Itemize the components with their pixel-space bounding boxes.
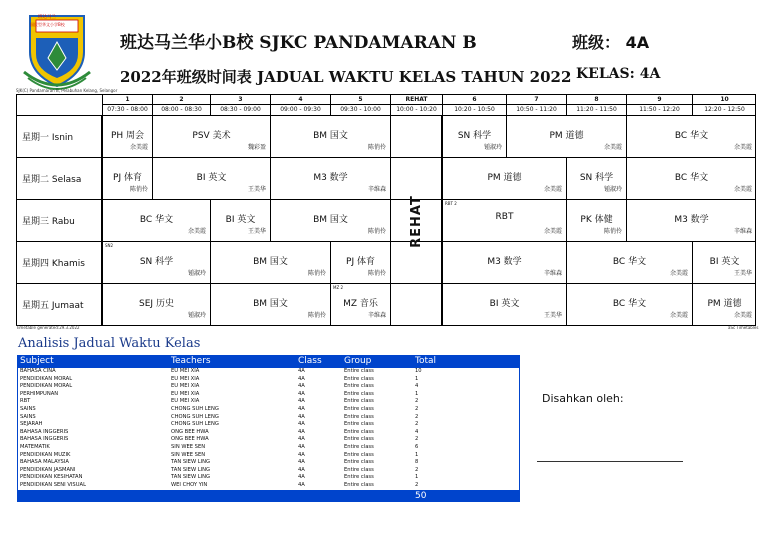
analysis-cell: 4A	[298, 421, 305, 428]
analysis-cell: RBT	[20, 398, 31, 405]
analysis-cell: BAHASA INGGERIS	[20, 436, 69, 443]
analysis-row	[17, 398, 520, 406]
lesson-teacher: 魏彩盈	[247, 144, 266, 151]
lesson-teacher: 辛维森	[367, 186, 386, 193]
school-caption: SJK(C) Pandamaran B, Pelabuhan Kelang, Selangor	[16, 88, 118, 93]
lesson-cell[interactable]	[566, 200, 626, 241]
analysis-cell: TAN SIEW LING	[171, 474, 211, 481]
analysis-cell: 4	[415, 428, 419, 435]
analysis-cell: TAN SIEW LING	[171, 466, 211, 473]
analysis-cell: 4A	[298, 466, 305, 473]
day-label: 星期一 Isnin	[16, 116, 102, 157]
analysis-header	[17, 355, 520, 368]
day-label: 星期四 Khamis	[16, 242, 102, 283]
lesson-teacher: 陈俏伶	[367, 144, 386, 151]
lesson-cell[interactable]	[270, 200, 390, 241]
lesson-cell[interactable]	[566, 284, 692, 325]
period-time: 08:00 - 08:30	[153, 104, 210, 115]
lesson-cell[interactable]	[626, 158, 756, 199]
analysis-cell: Entire class	[344, 459, 374, 466]
analysis-cell: 4A	[298, 390, 305, 397]
lesson-cell[interactable]	[330, 284, 390, 325]
analysis-cell: ONG BEE HWA	[171, 436, 209, 443]
lesson-tag: RBT 2	[445, 201, 457, 206]
analysis-cell: 2	[415, 481, 419, 488]
lesson-subject: BI 英文	[196, 173, 227, 183]
analysis-cell: Entire class	[344, 375, 374, 382]
lesson-cell[interactable]	[102, 242, 210, 283]
lesson-cell[interactable]	[626, 200, 756, 241]
lesson-teacher: 余美霞	[733, 186, 752, 193]
analysis-cell: BAHASA CINA	[20, 368, 56, 374]
analysis-cell: Entire class	[344, 383, 374, 390]
analysis-cell: Entire class	[344, 436, 374, 443]
period-number: REHAT	[405, 96, 428, 103]
rehat-label: REHAT	[408, 194, 424, 248]
analysis-cell: SAINS	[20, 413, 36, 420]
analysis-cell: Entire class	[344, 474, 374, 481]
period-time: 10:00 - 10:20	[391, 104, 442, 115]
analysis-column-header: Subject	[20, 356, 54, 366]
lesson-cell[interactable]	[330, 242, 390, 283]
analysis-cell: Entire class	[344, 413, 374, 420]
analysis-row	[17, 421, 520, 429]
analysis-cell: PERHIMPUNAN	[20, 390, 59, 397]
lesson-cell[interactable]	[566, 242, 692, 283]
lesson-teacher: 余美霞	[543, 186, 562, 193]
lesson-subject: BI 英文	[709, 257, 740, 267]
lesson-cell[interactable]	[442, 200, 566, 241]
period-header	[506, 95, 566, 116]
analysis-row	[17, 459, 520, 467]
lesson-teacher: 锺淑玲	[187, 270, 206, 277]
period-header	[692, 95, 756, 116]
analysis-cell: EU MEI XIA	[171, 375, 200, 382]
period-number: 2	[179, 96, 184, 103]
lesson-cell[interactable]	[102, 158, 152, 199]
lesson-subject: BC 华文	[612, 299, 647, 309]
lesson-teacher: 辛维森	[733, 228, 752, 235]
period-time: 09:30 - 10:00	[331, 104, 390, 115]
analysis-row	[17, 436, 520, 444]
analysis-cell: 1	[415, 451, 419, 458]
lesson-subject: BC 华文	[674, 131, 709, 141]
lesson-cell[interactable]	[442, 284, 566, 325]
period-time: 11:50 - 12:20	[627, 104, 692, 115]
day-label: 星期二 Selasa	[16, 158, 102, 199]
analysis-cell: 1	[415, 390, 419, 397]
analysis-column-header: Group	[344, 356, 372, 366]
analysis-cell: 4A	[298, 398, 305, 405]
period-number: 10	[720, 96, 729, 103]
lesson-cell[interactable]	[566, 158, 626, 199]
lesson-teacher: 余美霞	[669, 270, 688, 277]
analysis-cell: 1	[415, 474, 419, 481]
signature-line	[537, 461, 683, 462]
lesson-subject: SEJ 历史	[139, 299, 174, 309]
analysis-cell: 4A	[298, 436, 305, 443]
lesson-subject: M3 数学	[674, 215, 709, 225]
analysis-row	[17, 383, 520, 391]
lesson-cell[interactable]	[270, 158, 390, 199]
period-number: 9	[657, 96, 662, 103]
generated-caption: Timetable generated:29.3.2022	[16, 325, 80, 330]
analysis-cell: SAINS	[20, 405, 36, 412]
period-number: 8	[594, 96, 599, 103]
analysis-cell: SIN WEE SEN	[171, 443, 206, 450]
analysis-cell: 10	[415, 368, 422, 374]
period-number: 4	[298, 96, 303, 103]
analysis-row	[17, 429, 520, 437]
analysis-cell: Entire class	[344, 398, 374, 405]
lesson-subject: BI 英文	[225, 215, 256, 225]
analysis-cell: Entire class	[344, 368, 374, 374]
lesson-subject: PSV 美术	[192, 131, 231, 141]
lesson-cell[interactable]	[692, 242, 756, 283]
period-number: 5	[358, 96, 363, 103]
analysis-cell: MATEMATIK	[20, 443, 50, 450]
analysis-title: Analisis Jadual Waktu Kelas	[18, 336, 201, 351]
lesson-cell[interactable]	[210, 284, 330, 325]
analysis-cell: 4A	[298, 474, 305, 481]
day-row	[16, 116, 756, 158]
analysis-cell: EU MEI XIA	[171, 398, 200, 405]
lesson-teacher: 王美华	[543, 312, 562, 319]
analysis-cell: CHONG SUH LENG	[171, 413, 219, 420]
analysis-cell: TAN SIEW LING	[171, 459, 211, 466]
day-row	[16, 200, 756, 242]
analysis-cell: EU MEI XIA	[171, 390, 200, 397]
lesson-cell[interactable]	[442, 242, 566, 283]
analysis-cell: Entire class	[344, 466, 374, 473]
analysis-cell: 4A	[298, 451, 305, 458]
analysis-cell: Entire class	[344, 481, 374, 488]
lesson-teacher: 辛维森	[367, 312, 386, 319]
lesson-teacher: 王美华	[733, 270, 752, 277]
day-label: 星期五 Jumaat	[16, 284, 102, 325]
period-header	[330, 95, 390, 116]
analysis-row	[17, 391, 520, 399]
lesson-tag: MZ 2	[333, 285, 344, 290]
analysis-row	[17, 414, 520, 422]
lesson-teacher: 余美霞	[733, 144, 752, 151]
analysis-grand-total: 50	[415, 490, 427, 501]
lesson-tag: SN2	[105, 243, 114, 248]
lesson-subject: SN 科学	[579, 173, 614, 183]
analysis-cell: 4A	[298, 368, 305, 374]
lesson-cell[interactable]	[152, 158, 270, 199]
lesson-cell[interactable]	[442, 116, 506, 157]
analysis-cell: 2	[415, 398, 419, 405]
lesson-teacher: 陈俏伶	[367, 270, 386, 277]
timetable-grid	[16, 94, 756, 326]
period-header	[390, 95, 442, 116]
analysis-column-header: Class	[298, 356, 322, 366]
lesson-cell[interactable]	[102, 116, 152, 157]
lesson-cell[interactable]	[102, 200, 210, 241]
lesson-teacher: 余美霞	[187, 228, 206, 235]
class-label: 班级： 4A	[572, 33, 650, 52]
day-row	[16, 284, 756, 326]
analysis-row	[17, 482, 520, 490]
period-time: 08:30 - 09:00	[211, 104, 270, 115]
analysis-cell: SEJARAH	[20, 421, 43, 428]
day-label: 星期三 Rabu	[16, 200, 102, 241]
analysis-cell: Entire class	[344, 405, 374, 412]
day-row	[16, 242, 756, 284]
analysis-row	[17, 474, 520, 482]
analysis-cell: 2	[415, 421, 419, 428]
period-time: 07:30 - 08:00	[103, 104, 152, 115]
period-header	[152, 95, 210, 116]
timetable-header	[16, 94, 756, 116]
school-name: 班达马兰华小B校 SJKC PANDAMARAN B	[120, 33, 477, 53]
analysis-cell: 4A	[298, 383, 305, 390]
lesson-subject: MZ 音乐	[343, 299, 378, 309]
lesson-teacher: 锺淑玲	[603, 186, 622, 193]
analysis-cell: BAHASA INGGERIS	[20, 428, 69, 435]
analysis-total-row	[17, 490, 520, 502]
period-number: 7	[534, 96, 539, 103]
analysis-cell: 2	[415, 436, 419, 443]
lesson-teacher: 余美霞	[603, 144, 622, 151]
lesson-subject: RBT	[495, 212, 514, 222]
analysis-cell: 4A	[298, 375, 305, 382]
analysis-cell: 4A	[298, 428, 305, 435]
analysis-cell: PENDIDIKAN SENI VISUAL	[20, 481, 86, 488]
period-number: 3	[238, 96, 243, 103]
logo-text-top: 班达马兰	[38, 15, 56, 20]
lesson-cell[interactable]	[152, 116, 270, 157]
lesson-subject: BC 华文	[612, 257, 647, 267]
period-time: 10:20 - 10:50	[443, 104, 506, 115]
analysis-cell: ONG BEE HWA	[171, 428, 209, 435]
analysis-cell: 4A	[298, 413, 305, 420]
analysis-cell: PENDIDIKAN MORAL	[20, 383, 73, 390]
period-number: 1	[125, 96, 130, 103]
analysis-cell: PENDIDIKAN KESIHATAN	[20, 474, 83, 481]
period-header	[626, 95, 692, 116]
lesson-subject: BM 国文	[313, 215, 348, 225]
lesson-teacher: 陈俏伶	[603, 228, 622, 235]
period-header	[270, 95, 330, 116]
lesson-cell[interactable]	[270, 116, 390, 157]
lesson-subject: PM 道德	[707, 299, 742, 309]
timetable-title: 2022年班级时间表 JADUAL WAKTU KELAS TAHUN 2022	[120, 68, 572, 86]
lesson-teacher: 陈俏伶	[307, 270, 326, 277]
lesson-teacher: 锺淑玲	[483, 144, 502, 151]
period-number: 6	[472, 96, 477, 103]
analysis-row	[17, 376, 520, 384]
lesson-cell[interactable]	[692, 284, 756, 325]
analysis-cell: 4A	[298, 443, 305, 450]
analysis-cell: EU MEI XIA	[171, 368, 200, 374]
analysis-cell: 2	[415, 466, 419, 473]
lesson-subject: PM 道德	[487, 173, 522, 183]
period-time: 12:20 - 12:50	[693, 104, 756, 115]
lesson-cell[interactable]	[102, 284, 210, 325]
lesson-subject: BM 国文	[313, 131, 348, 141]
lesson-subject: SN 科学	[457, 131, 492, 141]
analysis-cell: PENDIDIKAN MUZIK	[20, 451, 71, 458]
lesson-subject: BM 国文	[253, 299, 288, 309]
lesson-teacher: 陈俏伶	[307, 312, 326, 319]
lesson-subject: PM 道德	[549, 131, 584, 141]
lesson-teacher: 陈俏伶	[367, 228, 386, 235]
lesson-subject: BM 国文	[253, 257, 288, 267]
analysis-column-header: Total	[415, 356, 437, 366]
analysis-cell: 6	[415, 443, 419, 450]
analysis-cell: 4	[415, 383, 419, 390]
analysis-cell: PENDIDIKAN JASMANI	[20, 466, 76, 473]
lesson-cell[interactable]	[626, 116, 756, 157]
lesson-teacher: 锺淑玲	[187, 312, 206, 319]
lesson-subject: PK 体健	[580, 215, 613, 225]
lesson-teacher: 余美霞	[129, 144, 148, 151]
analysis-cell: 4A	[298, 481, 305, 488]
analysis-cell: Entire class	[344, 421, 374, 428]
analysis-cell: 1	[415, 375, 419, 382]
analysis-row	[17, 444, 520, 452]
analysis-row	[17, 368, 520, 376]
kelas-label: KELAS: 4A	[576, 66, 661, 82]
lesson-subject: SN 科学	[139, 257, 174, 267]
approval-label: Disahkan oleh:	[542, 392, 624, 405]
analysis-cell: BAHASA MALAYSIA	[20, 459, 69, 466]
lesson-cell[interactable]	[210, 242, 330, 283]
rehat-column	[390, 116, 442, 326]
lesson-teacher: 辛维森	[543, 270, 562, 277]
period-header	[566, 95, 626, 116]
lesson-teacher: 余美霞	[543, 228, 562, 235]
analysis-cell: 4A	[298, 459, 305, 466]
analysis-cell: PENDIDIKAN MORAL	[20, 375, 73, 382]
analysis-cell: Entire class	[344, 390, 374, 397]
analysis-cell: Entire class	[344, 451, 374, 458]
analysis-cell: SIN WEE SEN	[171, 451, 206, 458]
analysis-cell: EU MEI XIA	[171, 383, 200, 390]
lesson-teacher: 王美华	[247, 228, 266, 235]
period-header	[442, 95, 506, 116]
analysis-cell: CHONG SUH LENG	[171, 405, 219, 412]
lesson-subject: PJ 体育	[346, 257, 375, 267]
software-caption: aSc Timetables	[728, 325, 759, 330]
analysis-cell: CHONG SUH LENG	[171, 421, 219, 428]
lesson-cell[interactable]	[506, 116, 626, 157]
analysis-cell: Entire class	[344, 428, 374, 435]
logo-text-bottom: 国民型华文小学B校	[30, 22, 65, 27]
lesson-subject: PH 周会	[110, 131, 145, 141]
analysis-row	[17, 406, 520, 414]
period-time: 11:20 - 11:50	[567, 104, 626, 115]
lesson-cell[interactable]	[210, 200, 270, 241]
lesson-teacher: 余美霞	[669, 312, 688, 319]
analysis-cell: 2	[415, 413, 419, 420]
lesson-subject: BI 英文	[489, 299, 520, 309]
lesson-subject: M3 数学	[487, 257, 522, 267]
analysis-cell: WEI CHOY YIN	[171, 481, 208, 488]
analysis-cell: Entire class	[344, 443, 374, 450]
analysis-cell: 4A	[298, 405, 305, 412]
period-header	[102, 95, 152, 116]
analysis-column-header: Teachers	[171, 356, 211, 366]
lesson-subject: M3 数学	[313, 173, 348, 183]
lesson-teacher: 余美霞	[733, 312, 752, 319]
lesson-teacher: 陈俏伶	[129, 186, 148, 193]
period-time: 09:00 - 09:30	[271, 104, 330, 115]
analysis-cell: 8	[415, 459, 419, 466]
period-header	[210, 95, 270, 116]
lesson-subject: BC 华文	[674, 173, 709, 183]
lesson-cell[interactable]	[442, 158, 566, 199]
analysis-table	[17, 355, 520, 502]
period-time: 10:50 - 11:20	[507, 104, 566, 115]
lesson-teacher: 王美华	[247, 186, 266, 193]
day-row	[16, 158, 756, 200]
analysis-cell: 2	[415, 405, 419, 412]
analysis-row	[17, 452, 520, 460]
analysis-row	[17, 467, 520, 475]
lesson-subject: PJ 体育	[113, 173, 142, 183]
lesson-subject: BC 华文	[139, 215, 174, 225]
